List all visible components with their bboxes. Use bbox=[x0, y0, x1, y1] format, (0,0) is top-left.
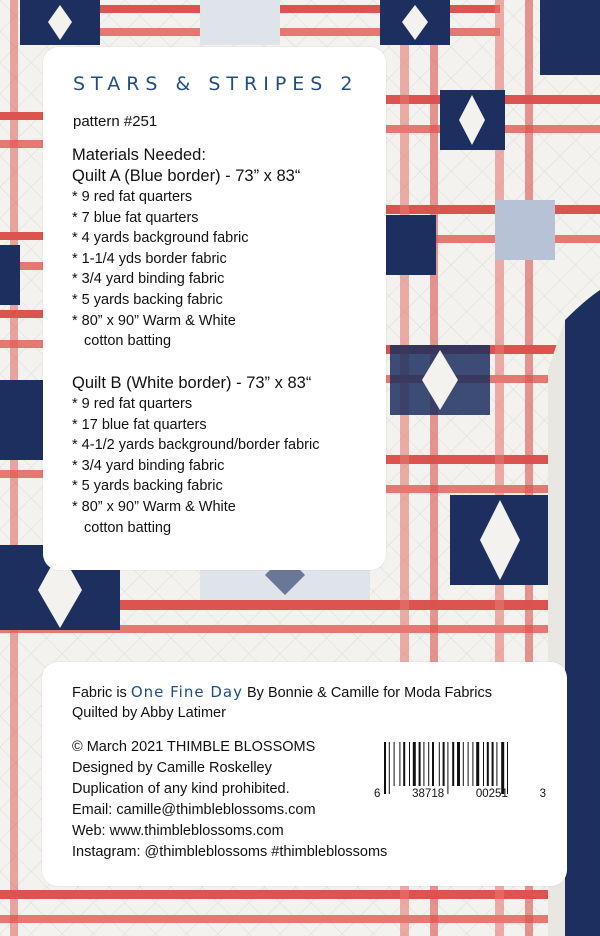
barcode-digit-group: 00251 bbox=[475, 788, 508, 800]
fabric-suffix: By Bonnie & Camille for Moda Fabrics bbox=[247, 685, 492, 701]
barcode-bar bbox=[476, 742, 479, 786]
barcode-bar bbox=[428, 742, 429, 786]
barcode-bar bbox=[432, 742, 434, 786]
list-item-text: * 80” x 90” Warm & White bbox=[72, 312, 236, 329]
barcode-bar bbox=[457, 742, 460, 786]
list-item-text: * 80” x 90” Warm & White bbox=[72, 498, 236, 515]
list-item-continuation: cotton batting bbox=[84, 333, 172, 350]
barcode-bar bbox=[468, 742, 469, 786]
copyright: © March 2021 THIMBLE BLOSSOMS bbox=[72, 739, 316, 755]
barcode-bar bbox=[463, 742, 464, 786]
pattern-title: STARS & STRIPES 2 bbox=[73, 73, 359, 95]
fabric-line bbox=[72, 682, 492, 704]
email-link[interactable]: Email: camille@thimbleblossoms.com bbox=[72, 802, 316, 818]
barcode-digit-group: 6 bbox=[374, 788, 381, 800]
fabric-name: One Fine Day bbox=[130, 683, 243, 701]
quilt-b-list bbox=[72, 394, 319, 538]
pattern-number: pattern #251 bbox=[73, 113, 158, 130]
barcode-bar bbox=[487, 742, 489, 786]
barcode-digits bbox=[374, 788, 546, 800]
barcode-bar bbox=[389, 742, 390, 794]
list-item: * 3/4 yard binding fabric bbox=[72, 271, 225, 288]
barcode-bar bbox=[472, 742, 473, 786]
quilted-by: Quilted by Abby Latimer bbox=[72, 705, 226, 721]
list-item: * 7 blue fat quarters bbox=[72, 209, 199, 226]
barcode-bar bbox=[501, 742, 504, 794]
quilt-b-heading: Quilt B (White border) - 73” x 83“ bbox=[72, 374, 312, 392]
barcode-bar bbox=[403, 742, 405, 786]
list-item: * 3/4 yard binding fabric bbox=[72, 457, 225, 474]
materials-card bbox=[43, 47, 386, 570]
list-item: * 9 red fat quarters bbox=[72, 189, 193, 205]
materials-heading: Materials Needed: bbox=[72, 146, 206, 164]
list-item: * 9 red fat quarters bbox=[72, 396, 193, 412]
barcode-bar bbox=[447, 742, 448, 794]
quilt-a-heading: Quilt A (Blue border) - 73” x 83“ bbox=[72, 167, 301, 185]
barcode-digit-group: 38718 bbox=[412, 788, 445, 800]
barcode-digit-group: 3 bbox=[539, 788, 546, 800]
barcode-bar bbox=[483, 742, 484, 786]
fabric-prefix: Fabric is bbox=[72, 685, 127, 701]
list-item: * 5 yards backing fabric bbox=[72, 478, 223, 495]
barcode-bar bbox=[394, 742, 395, 786]
list-item bbox=[72, 311, 300, 352]
list-item: * 1-1/4 yds border fabric bbox=[72, 250, 227, 267]
barcode-bar bbox=[439, 742, 440, 786]
barcode-bar bbox=[399, 742, 400, 786]
list-item-continuation: cotton batting bbox=[84, 519, 172, 536]
list-item: * 17 blue fat quarters bbox=[72, 416, 207, 433]
barcode-bar bbox=[507, 742, 508, 794]
quilt-a-section bbox=[72, 145, 300, 352]
barcode-bar bbox=[419, 742, 421, 786]
designer: Designed by Camille Roskelley bbox=[72, 760, 272, 776]
barcode-bar bbox=[413, 742, 416, 786]
list-item: * 5 yards backing fabric bbox=[72, 291, 223, 308]
barcode-bar bbox=[452, 742, 454, 786]
barcode-bar bbox=[409, 742, 410, 786]
barcode-bar bbox=[384, 742, 386, 794]
list-item: * 4-1/2 yards background/border fabric bbox=[72, 437, 320, 454]
web-link[interactable]: Web: www.thimbleblossoms.com bbox=[72, 823, 284, 839]
instagram-link[interactable]: Instagram: @thimbleblossoms #thimbleblossoms bbox=[72, 844, 388, 860]
quilt-a-list bbox=[72, 187, 300, 352]
barcode-bar bbox=[492, 742, 494, 786]
quilt-b-section bbox=[72, 373, 319, 538]
credits-card bbox=[42, 662, 567, 886]
barcode-bar bbox=[496, 742, 497, 786]
duplication-notice: Duplication of any kind prohibited. bbox=[72, 781, 290, 797]
barcode-bar bbox=[423, 742, 424, 786]
list-item: * 4 yards background fabric bbox=[72, 230, 249, 247]
barcode-bar bbox=[443, 742, 445, 786]
list-item bbox=[72, 497, 319, 538]
